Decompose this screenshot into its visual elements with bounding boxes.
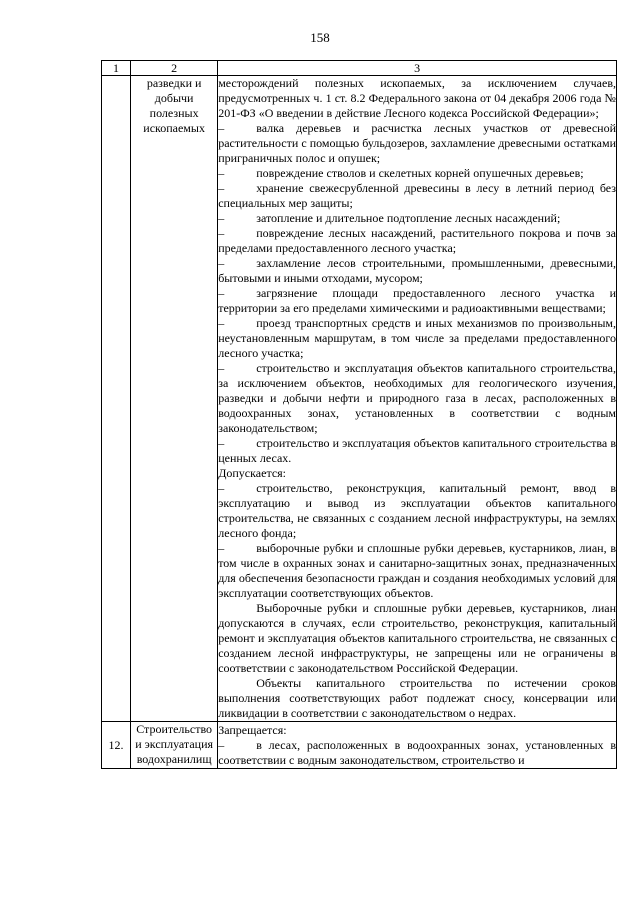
header-col-3: 3	[218, 61, 617, 76]
dash-bullet: –	[218, 361, 225, 375]
rule-paragraph	[218, 466, 616, 481]
rule-paragraph	[218, 316, 616, 361]
rule-text: захламление лесов строительными, промышленными, древесными, бытовыми и иными отходами, мусором;	[218, 256, 616, 285]
rule-paragraph	[218, 738, 616, 768]
rule-text: повреждение стволов и скелетных корней опушечных деревьев;	[256, 166, 584, 180]
rule-text: повреждение лесных насаждений, растительного покрова и почв за пределами предоставленного лесного участка;	[218, 226, 616, 255]
dash-bullet: –	[218, 481, 225, 495]
rule-paragraph	[218, 541, 616, 601]
rule-paragraph	[218, 121, 616, 166]
rule-paragraph	[218, 601, 616, 676]
table-header-row	[102, 61, 617, 76]
rule-text: выборочные рубки и сплошные рубки деревьев, кустарников, лиан, в том числе в охранных зонах и санитарно-защитных зонах, предназначенных для обеспечения безопасности граждан и создания необходимых условий для эксплуатации соответствующих объектов.	[218, 541, 616, 600]
rule-paragraph	[218, 436, 616, 466]
page-number: 158	[310, 30, 330, 45]
activity-cell: разведки и добычи полезных ископаемых	[131, 76, 218, 722]
header-col-2: 2	[131, 61, 218, 76]
rule-text: хранение свежесрубленной древесины в лесу в летний период без специальных мер защиты;	[218, 181, 616, 210]
dash-bullet: –	[218, 436, 225, 450]
row-number-cell	[102, 76, 131, 722]
rule-text: затопление и длительное подтопление лесных насаждений;	[256, 211, 561, 225]
rules-cell	[218, 76, 617, 722]
rule-text: валка деревьев и расчистка лесных участков от древесной растительности с помощью бульдозеров, захламление древесными остатками приграничных полос и опушек;	[218, 121, 616, 165]
rule-paragraph	[218, 181, 616, 211]
dash-bullet: –	[218, 226, 225, 240]
table-row-12	[102, 722, 617, 769]
rule-paragraph	[218, 361, 616, 436]
dash-bullet: –	[218, 541, 225, 555]
rule-text: строительство и эксплуатация объектов капитального строительства, за исключением объектов, необходимых для геологического изучения, разведки и добычи нефти и природного газа в лесах, расположенных в водоохранных зонах, установленных в соответствии с водным законодательством;	[218, 361, 616, 435]
rule-text: Запрещается:	[218, 723, 287, 737]
rule-text: Допускается:	[218, 466, 287, 480]
rule-text: проезд транспортных средств и иных механизмов по произвольным, неустановленным маршрутам, в том числе за пределами предоставленного лесного участка;	[218, 316, 616, 360]
rule-text: строительство, реконструкция, капитальный ремонт, ввод в эксплуатацию и вывод из эксплуатации объектов капитального строительства, не связанных с созданием лесной инфраструктуры, на землях лесного фонда;	[218, 481, 616, 540]
row-number-cell: 12.	[102, 722, 131, 769]
rule-paragraph	[218, 723, 616, 738]
rule-paragraph	[218, 256, 616, 286]
dash-bullet: –	[218, 316, 225, 330]
rule-paragraph	[218, 676, 616, 721]
rule-text: строительство и эксплуатация объектов капитального строительства в ценных лесах.	[218, 436, 616, 465]
rule-text: в лесах, расположенных в водоохранных зонах, установленных в соответствии с водным законодательством, строительство и	[218, 738, 616, 767]
rule-text: месторождений полезных ископаемых, за исключением случаев, предусмотренных ч. 1 ст. 8.2 Федерального закона от 04 декабря 2006 года № 201-ФЗ «О введении в действие Лесного кодекса Российской Федерации»;	[218, 76, 616, 120]
rule-paragraph	[218, 166, 616, 181]
rule-paragraph	[218, 76, 616, 121]
rule-paragraph	[218, 211, 616, 226]
rules-cell	[218, 722, 617, 769]
header-col-1: 1	[102, 61, 131, 76]
regulation-table	[101, 60, 617, 769]
activity-cell: Строительство и эксплуатация водохранилищ	[131, 722, 218, 769]
dash-bullet: –	[218, 286, 225, 300]
dash-bullet: –	[218, 121, 225, 135]
rule-text: Объекты капитального строительства по истечении сроков выполнения соответствующих работ подлежат сносу, консервации или ликвидации в соответствии с законодательством о недрах.	[218, 676, 616, 720]
dash-bullet: –	[218, 256, 225, 270]
rule-text: загрязнение площади предоставленного лесного участка и территории за его пределами химическими и радиоактивными веществами;	[218, 286, 616, 315]
dash-bullet: –	[218, 211, 225, 225]
table-row-continuation	[102, 76, 617, 722]
dash-bullet: –	[218, 738, 225, 752]
rule-text: Выборочные рубки и сплошные рубки деревьев, кустарников, лиан допускаются в случаях, если строительство, реконструкция, капитальный ремонт и эксплуатация объектов капитального строительства, не связанных с созданием лесной инфраструктуры, не запрещены или не ограничены в соответствии с законодательством Российской Федерации.	[218, 601, 616, 675]
rule-paragraph	[218, 286, 616, 316]
rule-paragraph	[218, 226, 616, 256]
dash-bullet: –	[218, 181, 225, 195]
dash-bullet: –	[218, 166, 225, 180]
rule-paragraph	[218, 481, 616, 541]
